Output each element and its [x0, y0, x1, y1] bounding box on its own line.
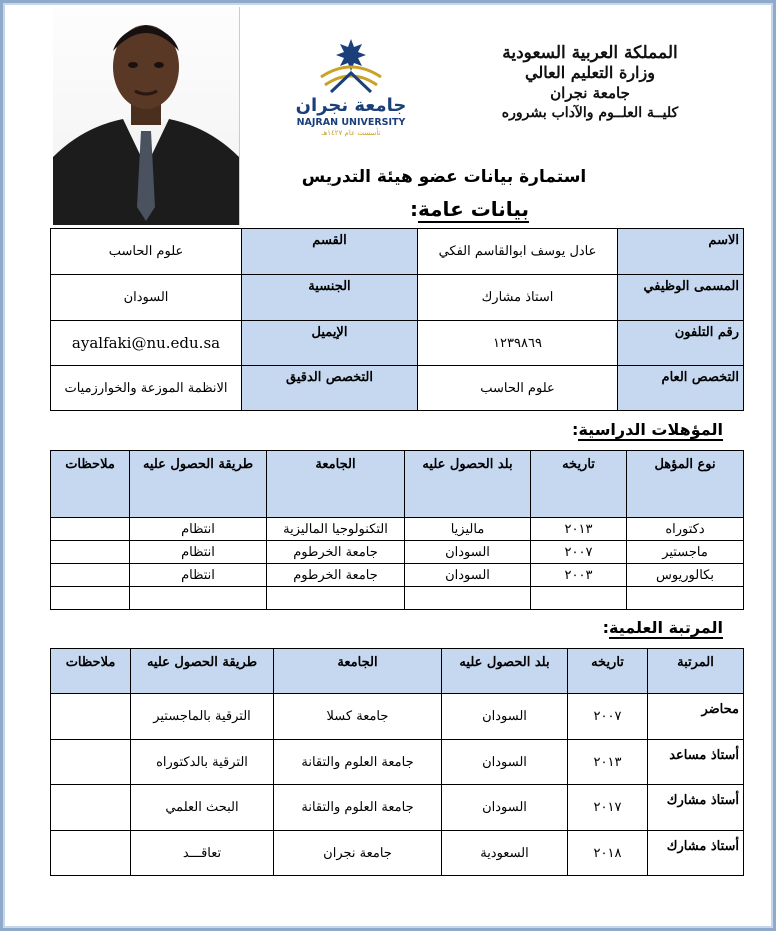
logo-founded: تأسست عام ١٤٢٧هـ — [321, 129, 381, 137]
section-ranks: المرتبة العلمية: — [602, 618, 723, 637]
cell: ماليزيا — [405, 518, 531, 541]
logo-english-name: NAJRAN UNIVERSITY — [296, 117, 406, 128]
cell: أستاذ مشارك — [648, 831, 744, 876]
cell — [130, 587, 267, 610]
faculty-photo — [53, 7, 240, 225]
cell — [405, 587, 531, 610]
table-row — [51, 564, 744, 587]
cell: محاضر — [648, 694, 744, 740]
header-college: كليــة العلــوم والآداب بشروره — [501, 105, 679, 121]
cell — [51, 564, 130, 587]
value-name: عادل يوسف ابوالقاسم الفكي — [418, 229, 618, 275]
cell: الترقية بالدكتوراه — [131, 740, 274, 785]
cell: ٢٠١٧ — [568, 785, 648, 831]
form-title: استمارة بيانات عضو هيئة التدريس — [301, 167, 587, 187]
cell: ماجستير — [627, 541, 744, 564]
ranks-header-row — [51, 649, 744, 694]
col-qualification-type: نوع المؤهل — [627, 451, 744, 518]
cell — [51, 740, 131, 785]
col-notes: ملاحظات — [51, 649, 131, 694]
section-qualifications: المؤهلات الدراسية: — [572, 420, 723, 439]
cell: جامعة نجران — [274, 831, 442, 876]
cell: الترقية بالماجستير — [131, 694, 274, 740]
header-kingdom: المملكة العربية السعودية — [502, 43, 678, 63]
col-university: الجامعة — [267, 451, 405, 518]
cell: جامعة الخرطوم — [267, 564, 405, 587]
cell: انتظام — [130, 564, 267, 587]
cell: انتظام — [130, 518, 267, 541]
value-email: ayalfaki@nu.edu.sa — [51, 321, 242, 366]
cell: السودان — [442, 785, 568, 831]
header-ministry: وزارة التعليم العالي — [525, 63, 655, 82]
najran-university-logo — [291, 37, 411, 137]
institution-header — [455, 43, 725, 123]
col-method: طريقة الحصول عليه — [130, 451, 267, 518]
col-university: الجامعة — [274, 649, 442, 694]
cell: جامعة كسلا — [274, 694, 442, 740]
label-nationality: الجنسية — [242, 275, 418, 321]
cell: جامعة الخرطوم — [267, 541, 405, 564]
cell: ٢٠٠٧ — [568, 694, 648, 740]
col-method: طريقة الحصول عليه — [131, 649, 274, 694]
cell: ٢٠٠٣ — [531, 564, 627, 587]
qualifications-header-row — [51, 451, 744, 518]
cell: انتظام — [130, 541, 267, 564]
value-general-specialization: علوم الحاسب — [418, 366, 618, 411]
logo-arabic-name: جامعة نجران — [295, 95, 407, 116]
cell: ٢٠١٣ — [531, 518, 627, 541]
cell: السعودية — [442, 831, 568, 876]
section-general: بيانات عامة: — [410, 197, 529, 221]
label-fine-specialization: التخصص الدقيق — [242, 366, 418, 411]
label-name: الاسم — [618, 229, 744, 275]
section-general-title: بيانات عامة — [418, 197, 529, 221]
col-country: بلد الحصول عليه — [442, 649, 568, 694]
cell — [627, 587, 744, 610]
table-row — [51, 275, 744, 321]
table-row — [51, 518, 744, 541]
value-nationality: السودان — [51, 275, 242, 321]
header-university: جامعة نجران — [550, 84, 630, 102]
cell: جامعة العلوم والتقانة — [274, 740, 442, 785]
cell: أستاذ مساعد — [648, 740, 744, 785]
table-row — [51, 321, 744, 366]
cell: بكالوريوس — [627, 564, 744, 587]
label-phone: رقم التلفون — [618, 321, 744, 366]
cell — [51, 587, 130, 610]
cell — [51, 694, 131, 740]
cell: جامعة العلوم والتقانة — [274, 785, 442, 831]
table-row — [51, 587, 744, 610]
general-info-table — [50, 228, 744, 411]
cell: البحث العلمي — [131, 785, 274, 831]
qualifications-table — [50, 450, 744, 610]
value-phone: ١٢٣٩٨٦٩ — [418, 321, 618, 366]
table-row — [51, 229, 744, 275]
cell — [531, 587, 627, 610]
table-row — [51, 785, 744, 831]
value-job-title: استاذ مشارك — [418, 275, 618, 321]
value-fine-specialization: الانظمة الموزعة والخوارزميات — [51, 366, 242, 411]
table-row — [51, 541, 744, 564]
cell: السودان — [442, 694, 568, 740]
col-rank: المرتبة — [648, 649, 744, 694]
cell: ٢٠١٨ — [568, 831, 648, 876]
cell — [51, 518, 130, 541]
cell — [267, 587, 405, 610]
cell — [51, 541, 130, 564]
table-row — [51, 366, 744, 411]
cell — [51, 831, 131, 876]
cell: دكتوراه — [627, 518, 744, 541]
value-department: علوم الحاسب — [51, 229, 242, 275]
table-row — [51, 694, 744, 740]
label-general-specialization: التخصص العام — [618, 366, 744, 411]
academic-rank-table — [50, 648, 744, 876]
cell: السودان — [442, 740, 568, 785]
col-date: تاريخه — [568, 649, 648, 694]
cell: السودان — [405, 541, 531, 564]
cell — [51, 785, 131, 831]
cell: التكنولوجيا الماليزية — [267, 518, 405, 541]
cell: ٢٠١٣ — [568, 740, 648, 785]
col-date: تاريخه — [531, 451, 627, 518]
cell: السودان — [405, 564, 531, 587]
cell: أستاذ مشارك — [648, 785, 744, 831]
table-row — [51, 740, 744, 785]
label-email: الإيميل — [242, 321, 418, 366]
cell: تعاقـــد — [131, 831, 274, 876]
col-country: بلد الحصول عليه — [405, 451, 531, 518]
section-qualifications-title: المؤهلات الدراسية — [578, 420, 723, 439]
label-department: القسم — [242, 229, 418, 275]
cell: ٢٠٠٧ — [531, 541, 627, 564]
table-row — [51, 831, 744, 876]
label-job-title: المسمى الوظيفي — [618, 275, 744, 321]
section-ranks-title: المرتبة العلمية — [609, 618, 723, 637]
col-notes: ملاحظات — [51, 451, 130, 518]
